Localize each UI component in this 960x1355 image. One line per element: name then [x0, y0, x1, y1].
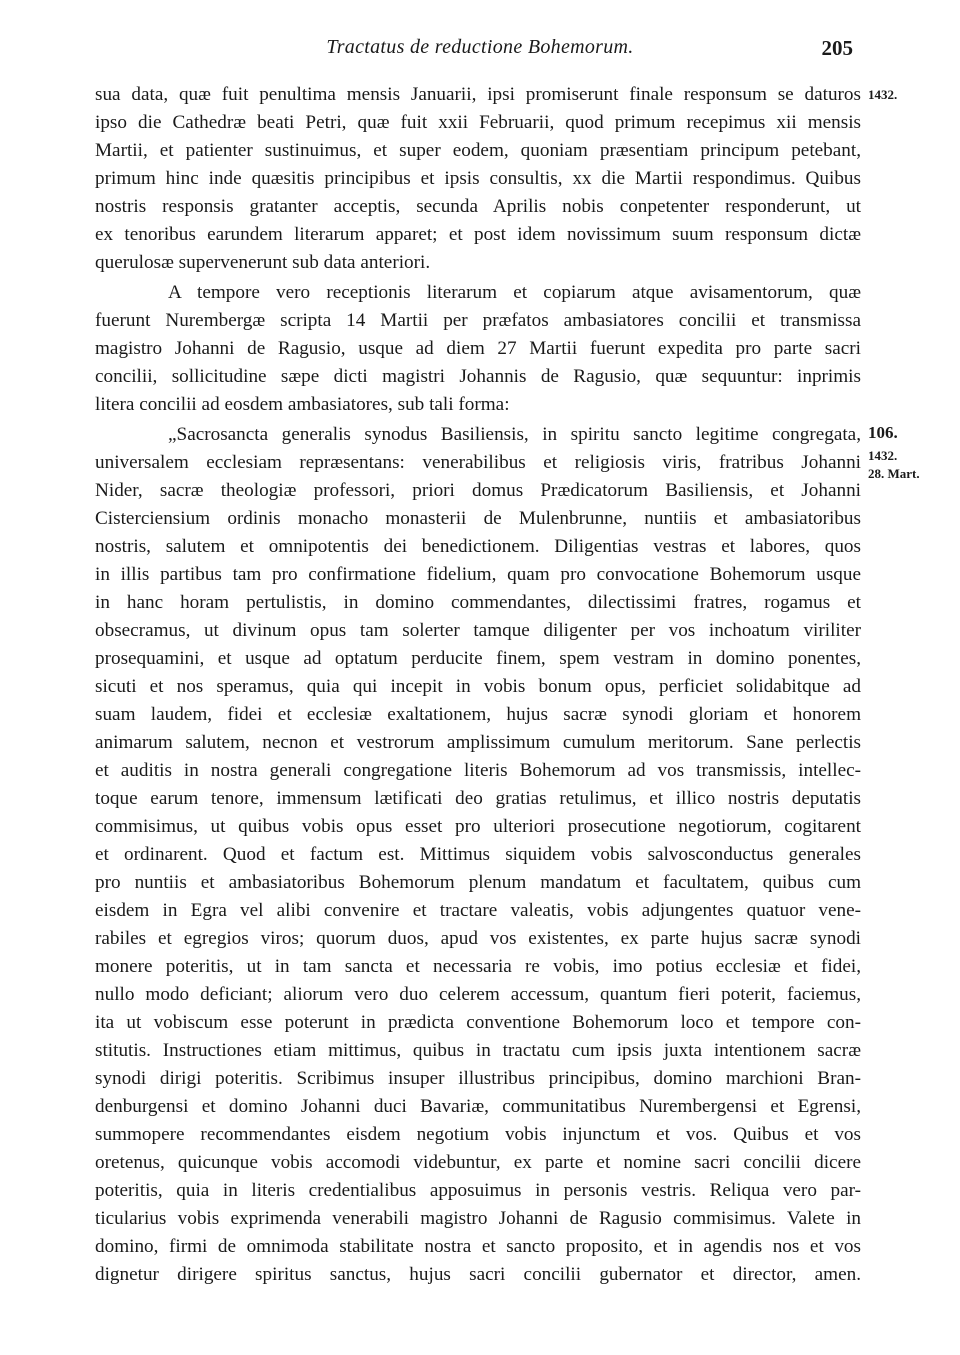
text-line: A tempore vero receptionis literarum et copiarum atque avisamentorum, quæ — [168, 282, 861, 303]
text-line: stitutis. Instructiones etiam mittimus, quibus in tractatu cum ipsis juxta intentionem sacræ — [95, 1040, 861, 1061]
text-line: magistro Johanni de Ragusio, usque ad diem 27 Martii fuerunt expedita pro parte sacri — [95, 338, 861, 359]
text-line: ipso die Cathedræ beati Petri, quæ fuit xxii Februarii, quod primum recepimus xii mensis — [95, 112, 861, 133]
text-line: denburgensi et domino Johanni duci Bavariæ, communitatibus Nurembergensi et Egrensi, — [95, 1096, 861, 1117]
text-line: oretenus, quicunque vobis accomodi videbuntur, ex parte et nomine sacri concilii dicere — [95, 1152, 861, 1173]
text-line: poteritis, quia in literis credentialibus apposuimus in personis vestris. Reliqua vero par- — [95, 1180, 861, 1201]
text-line: rabiles et egregios viros; quorum duos, apud vos existentes, ex parte hujus sacræ synodi — [95, 928, 861, 949]
text-line: obsecramus, ut divinum opus tam solerter tamque diligenter per vos inchoatum viriliter — [95, 620, 861, 641]
text-line: concilii, sollicitudine sæpe dicti magistri Johannis de Ragusio, quæ sequuntur: inprimis — [95, 366, 861, 387]
text-line: prosequamini, et usque ad optatum perducite finem, spem vestram in domino ponentes, — [95, 648, 861, 669]
text-line: et auditis in nostra generali congregatione literis Bohemorum ad vos transmissis, intellec- — [95, 760, 861, 781]
text-line: primum hinc inde quæsitis principibus et ipsis consultis, xx die Martii respondimus. Quibus — [95, 168, 861, 189]
margin-note-year: 1432. — [868, 448, 898, 463]
margin-note-number: 106. — [868, 423, 898, 442]
text-line: ex tenoribus earundem literarum apparet; et post idem novissimum suum responsum dictæ — [95, 224, 861, 245]
margin-note-year-top: 1432. — [868, 87, 898, 102]
text-line: summopere recommendantes eisdem negotium vobis injunctum et vos. Quibus et vos — [95, 1124, 861, 1145]
text-line: domino, firmi de omnimoda stabilitate nostra et sancto proposito, et in agendis nos et vos — [95, 1236, 861, 1257]
text-line: universalem ecclesiam repræsentans: venerabilibus et religiosis viris, fratribus Johanni — [95, 452, 861, 473]
running-header-title: Tractatus de reductione Bohemorum. — [326, 36, 634, 58]
text-line: synodi dirigi poteritis. Scribimus insuper illustribus principibus, domino marchioni Bran- — [95, 1068, 861, 1089]
text-line: ticularius vobis exprimenda venerabili magistro Johanni de Ragusio commisimus. Valete in — [95, 1208, 861, 1229]
text-line: nostris, salutem et omnipotentis dei benedictionem. Diligentias vestras et labores, quos — [95, 536, 861, 557]
text-line: „Sacrosancta generalis synodus Basiliensis, in spiritu sancto legitime congregata, — [168, 424, 861, 445]
text-line: sua data, quæ fuit penultima mensis Januarii, ipsi promiserunt finale responsum se daturos — [95, 84, 861, 105]
text-line: in hanc horam pertulistis, in domino commendantes, dilectissimi fratres, rogamus et — [95, 592, 861, 613]
text-line: eisdem in Egra vel alibi convenire et tractare valeatis, vobis adjungentes quatuor vene- — [95, 900, 861, 921]
text-line: toque earum tenore, immensum lætificati deo gratias retulimus, et illico nostris deputatis — [95, 788, 861, 809]
text-line: Martii, et patienter sustinuimus, et super eodem, quoniam præsentiam principum petebant, — [95, 140, 861, 161]
text-line: in illis partibus tam pro confirmatione fidelium, quam pro convocatione Bohemorum usque — [95, 564, 861, 585]
text-line: Cisterciensium ordinis monacho monasterii de Mulenbrunne, nuntiis et ambasiatoribus — [95, 508, 861, 529]
page-number: 205 — [821, 36, 853, 60]
text-line: et ordinarent. Quod et factum est. Mittimus siquidem vobis salvosconductus generales — [95, 844, 861, 865]
text-line: dignetur dirigere spiritus sanctus, hujus sacri concilii gubernator et director, amen. — [95, 1264, 861, 1285]
text-line: monere poteritis, ut in tam sancta et necessaria re vobis, imo potius ecclesiæ et fidei, — [95, 956, 861, 977]
text-line: litera concilii ad eosdem ambasiatores, sub tali forma: — [95, 394, 510, 415]
text-line: querulosæ supervenerunt sub data anteriori. — [95, 252, 431, 273]
text-line: animarum salutem, necnon et vestrorum amplissimum cumulum meritorum. Sane perlectis — [95, 732, 861, 753]
text-line: sicuti et nos speramus, quia qui incepit in vobis bonum opus, perficiet solidabitque ad — [95, 676, 861, 697]
text-line: suam laudem, fidei et ecclesiæ exaltationem, hujus sacræ synodi gloriam et honorem — [95, 704, 861, 725]
text-line: nullo modo deficiant; aliorum vero duo celerem accessum, quantum fieri poterit, faciemus, — [95, 984, 861, 1005]
text-line: ita ut vobiscum esse poterunt in prædicta conventione Bohemorum loco et tempore con- — [95, 1012, 861, 1033]
text-line: nostris responsis gratanter acceptis, secunda Aprilis nobis conpetenter responderunt, ut — [95, 196, 861, 217]
text-line: Nider, sacræ theologiæ professori, priori domus Prædicatorum Basiliensis, et Johanni — [95, 480, 861, 501]
text-line: pro nuntiis et ambasiatoribus Bohemorum plenum mandatum et facultatem, quibus cum — [95, 872, 861, 893]
margin-note-date: 28. Mart. — [868, 466, 920, 481]
text-line: commisimus, ut quibus vobis opus esset pro ulteriori prosecutione negotiorum, cogitarent — [95, 816, 861, 837]
text-line: fuerunt Nurembergæ scripta 14 Martii per præfatos ambasiatores concilii et transmissa — [95, 310, 861, 331]
